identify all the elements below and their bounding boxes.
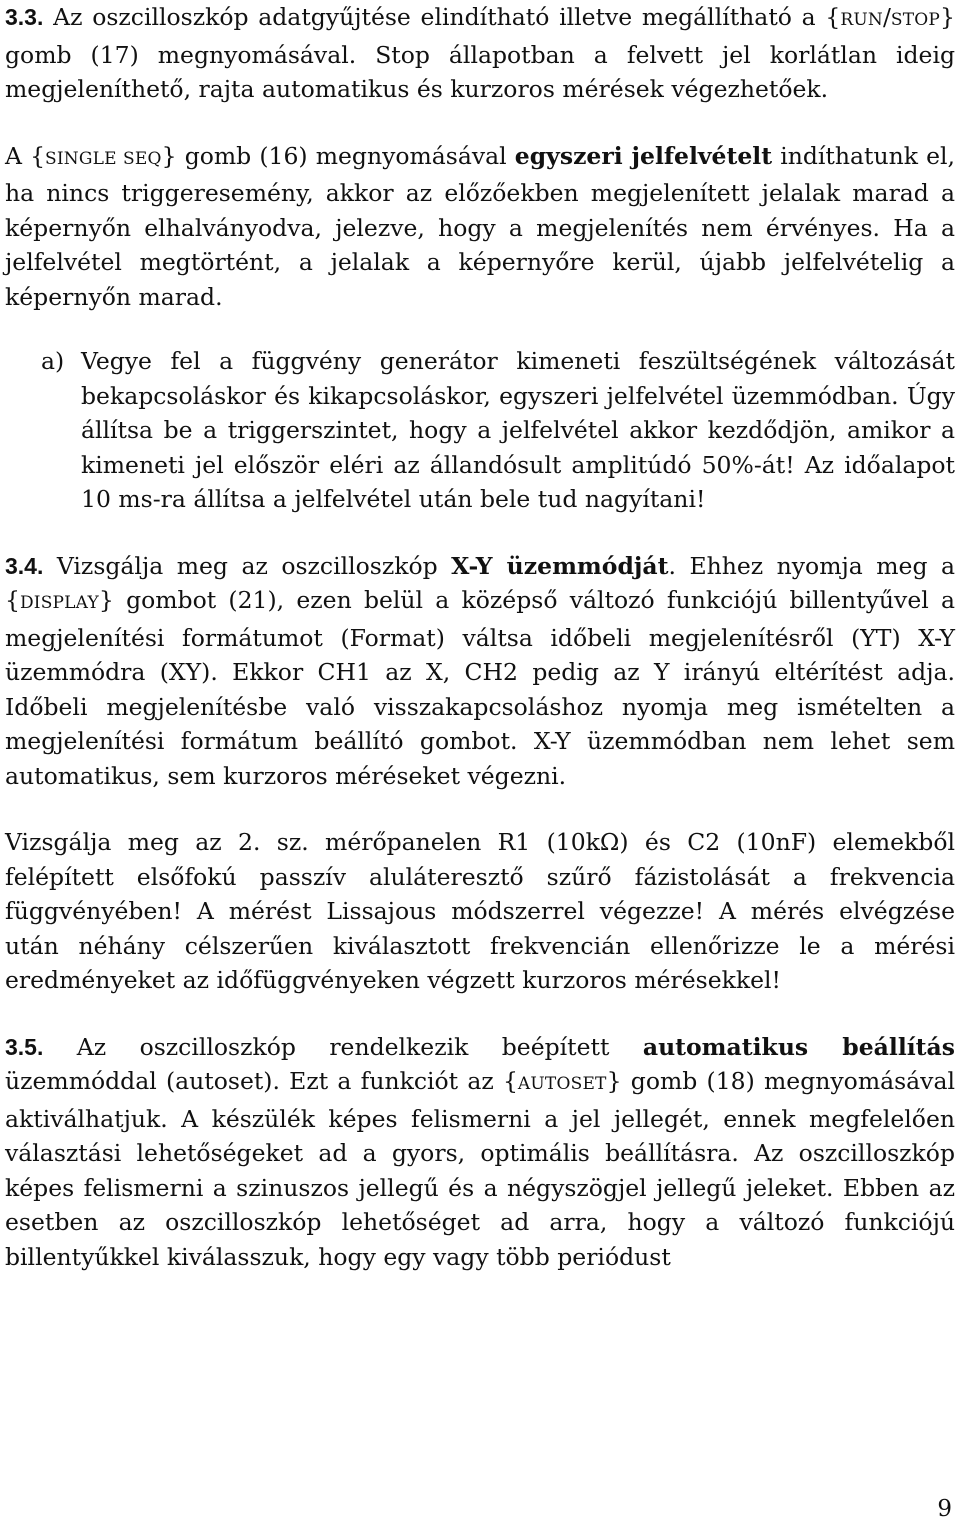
- page-number: 9: [937, 1496, 952, 1522]
- section-3-4: 3.4. Vizsgálja meg az oszcilloszkóp X-Y üzemmódját. Ehhez nyomja meg a {DISPLAY} gombot (21), ezen belül a középső változó funkciójú billentyűvel a megjelenítési formátumot (Format) váltsa időbeli megjelenítésről (YT) X-Y üzemmódra (XY). Ekkor CH1 az X, CH2 pedig az Y irányú eltérítést adja. Időbeli megjelenítésbe való visszakapcsoláshoz nyomja meg ismételten a megjelenítési formátum beállító gombot. X-Y üzemmódban nem lehet sem automatikus, sem kurzoros méréseket végezni.: [5, 551, 955, 790]
- lissajous-paragraph: Vizsgálja meg az 2. sz. mérőpanelen R1 (10kΩ) és C2 (10nF) elemekből felépített elsőfokú passzív aluláteresztő szűrő fázistolását a frekvencia függvényében! A mérést Lissajous módszerrel végezze! A mérés elvégzése után néhány célszerűen kiválasztott frekvencián ellenőrizze le a mérési eredményeket az időfüggvényeken végzett kurzoros mérésekkel!: [5, 828, 955, 994]
- run-keyword: RUN: [840, 10, 883, 30]
- stop-keyword: STOP: [890, 10, 941, 30]
- single-seq-paragraph: A {SINGLE SEQ} gomb (16) megnyomásával egyszeri jelfelvételt indíthatunk el, ha nincs triggeresemény, akkor az előzőekben megjelenített jelalak marad a képernyőn elhalványodva, jelezve, hogy a megjelenítés nem érvényes. Ha a jelfelvétel megtörtént, a jelalak a képernyőre kerül, újabb jelfelvételig a képernyőn marad.: [5, 141, 955, 311]
- bold-term: X-Y üzemmódját: [451, 551, 669, 580]
- section-number: 3.3.: [5, 4, 44, 30]
- single-seq-keyword: SINGLE SEQ: [45, 148, 162, 169]
- autoset-keyword: AUTOSET: [517, 1074, 607, 1094]
- task-a: [5, 344, 955, 517]
- document-page: [5, 0, 955, 1274]
- section-3-3: 3.3. Az oszcilloszkóp adatgyűjtése elindítható illetve megállítható a {RUN/STOP} gomb (17) megnyomásával. Stop állapotban a felvett jel korlátlan ideig megjeleníthető, rajta automatikus és kurzoros mérések végezhetőek.: [5, 3, 955, 103]
- task-a-text: Vegye fel a függvény generátor kimeneti feszültségének változását bekapcsoláskor és kikapcsoláskor, egyszeri jelfelvétel üzemmódban. Úgy állítsa be a triggerszintet, hogy a jelfelvétel akkor kezdődjön, amikor a kimeneti jel először eléri az állandósult amplitúdó 50%-át! Az időalapot 10 ms-ra állítsa a jelfelvétel után bele tud nagyítani!: [81, 347, 955, 513]
- section-number: 3.4.: [5, 552, 44, 579]
- bold-term: egyszeri jelfelvételt: [514, 141, 773, 170]
- section-3-5: 3.5. Az oszcilloszkóp rendelkezik beépített automatikus beállítás üzemmóddal (autoset). Ezt a funkciót az {AUTOSET} gomb (18) megnyomásával aktiválhatjuk. A készülék képes felismerni a jel jellegét, ennek megfelelően választási lehetőségeket ad a gyors, optimális beállításra. Az oszcilloszkóp képes felismerni a szinuszos jellegű és a négyszögjel jellegű jeleket. Ebben az esetben az oszcilloszkóp lehetőséget ad arra, hogy a változó funkciójú billentyűkkel kiválasszuk, hogy egy vagy több periódust: [5, 1032, 955, 1271]
- section-number: 3.5.: [5, 1033, 44, 1060]
- display-keyword: DISPLAY: [19, 593, 99, 613]
- list-marker: a): [41, 347, 65, 375]
- bold-term: automatikus beállítás: [642, 1032, 955, 1061]
